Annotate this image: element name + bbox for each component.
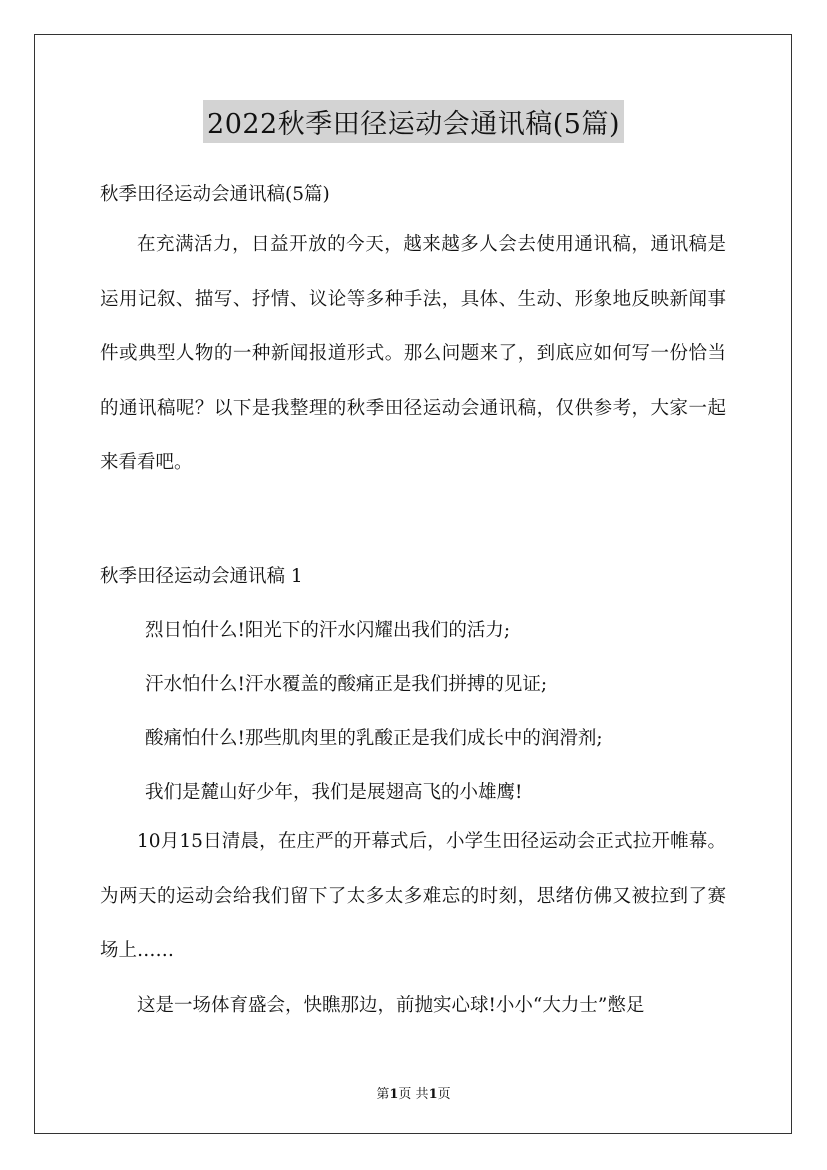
poem-line-2: 汗水怕什么!汗水覆盖的酸痛正是我们拼搏的见证; <box>145 674 548 695</box>
document-title: 2022秋季田径运动会通讯稿(5篇) <box>203 100 624 143</box>
poem-line-3: 酸痛怕什么!那些肌肉里的乳酸正是我们成长中的润滑剂; <box>145 728 603 749</box>
page-footer <box>0 1083 827 1102</box>
paragraph-2: 10月15日清晨，在庄严的开幕式后，小学生田径运动会正式拉开帷幕。为两天的运动会给我们留下了太多太多难忘的时刻，思绪仿佛又被拉到了赛场上…… <box>100 831 726 961</box>
document-subtitle: 秋季田径运动会通讯稿(5篇) <box>100 184 330 205</box>
section-heading: 秋季田径运动会通讯稿 1 <box>100 566 303 587</box>
footer-page-total: 1 <box>428 1087 438 1102</box>
footer-mid: 页 共 <box>398 1087 429 1102</box>
footer-suffix: 页 <box>437 1087 451 1102</box>
poem-line-4: 我们是麓山好少年，我们是展翅高飞的小雄鹰! <box>145 782 523 803</box>
footer-page-number: 1 <box>389 1087 399 1102</box>
title-container <box>0 100 827 143</box>
footer-prefix: 第 <box>376 1087 390 1102</box>
poem-line-1: 烈日怕什么!阳光下的汗水闪耀出我们的活力; <box>145 620 511 641</box>
paragraph-3: 这是一场体育盛会，快瞧那边，前抛实心球!小小“大力士”憋足 <box>137 995 645 1016</box>
intro-paragraph: 在充满活力，日益开放的今天，越来越多人会去使用通讯稿，通讯稿是运用记叙、描写、抒情、议论等多种手法，具体、生动、形象地反映新闻事件或典型人物的一种新闻报道形式。那么问题来了，到底应如何写一份恰当的通讯稿呢？以下是我整理的秋季田径运动会通讯稿，仅供参考，大家一起来看看吧。 <box>100 234 726 473</box>
